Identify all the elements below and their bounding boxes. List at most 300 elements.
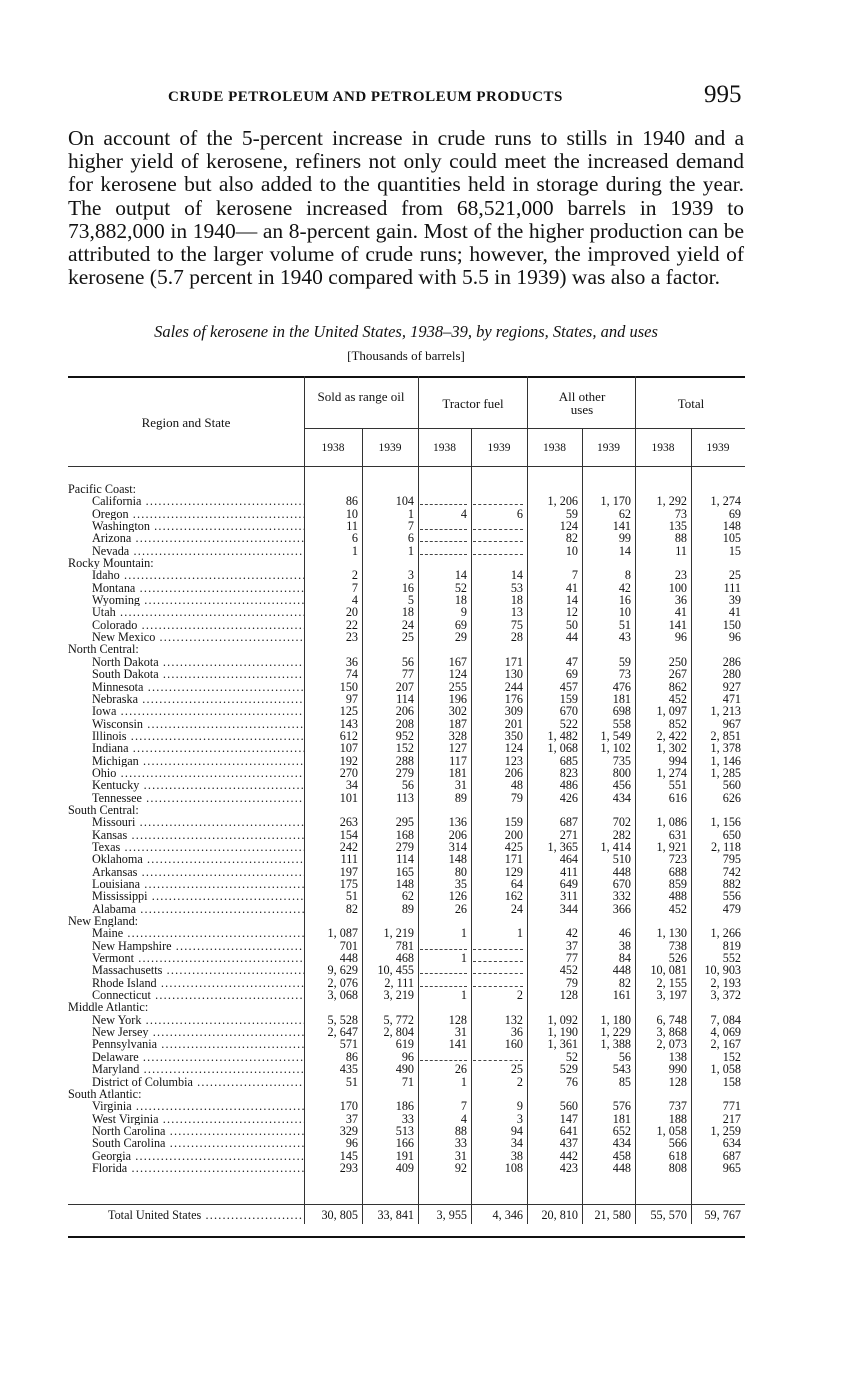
table-cell: 641: [559, 1123, 578, 1138]
table-cell: 29: [454, 630, 467, 645]
state-label: Idaho .....: [92, 569, 304, 581]
table-cell: 77: [565, 951, 578, 966]
table-cell: 314: [448, 839, 467, 854]
table-cell: 5, 528: [327, 1012, 358, 1027]
table-cell: 96: [728, 630, 741, 645]
table-row: [68, 1100, 745, 1112]
table-cell: 1: [351, 543, 358, 558]
table-cell: 4, 069: [710, 1025, 741, 1040]
table-cell: 332: [612, 889, 631, 904]
region-row: [68, 557, 745, 569]
table-cell: 1, 206: [547, 494, 578, 509]
table-cell: 10: [345, 506, 358, 521]
total-cell: 21, 580: [594, 1208, 631, 1222]
running-title: CRUDE PETROLEUM AND PETROLEUM PRODUCTS: [168, 89, 563, 105]
state-label: New Hampshire .....: [92, 940, 304, 952]
table-cell: 448: [612, 963, 631, 978]
table-cell: 16: [401, 580, 414, 595]
table-cell: 159: [559, 691, 578, 706]
table-cell: 452: [559, 963, 578, 978]
table-cell: 1, 259: [710, 1123, 741, 1138]
table-cell: 12: [565, 605, 578, 620]
table-cell: 86: [345, 1049, 358, 1064]
table-cell: 38: [510, 1148, 523, 1163]
table-cell: 14: [618, 543, 631, 558]
table-cell: 10: [565, 543, 578, 558]
table-cell: 293: [339, 1160, 358, 1175]
table-cell: 1: [460, 951, 467, 966]
table-cell: 4: [351, 593, 358, 608]
table-cell: 476: [612, 679, 631, 694]
table-cell: 650: [722, 827, 741, 842]
table-cell: 75: [510, 617, 523, 632]
dash-leader: [473, 497, 523, 505]
table-cell: 3, 868: [656, 1025, 687, 1040]
table-cell: 89: [401, 901, 414, 916]
table-cell: 94: [510, 1123, 523, 1138]
table-cell: 1, 097: [656, 704, 687, 719]
table-cell: 2, 804: [383, 1025, 414, 1040]
table-cell: 10, 903: [704, 963, 741, 978]
table-cell: 200: [504, 827, 523, 842]
table-cell: 522: [559, 716, 578, 731]
table-row: [68, 989, 745, 1001]
table-cell: 62: [618, 506, 631, 521]
table-cell: 649: [559, 877, 578, 891]
table-row: [68, 520, 745, 532]
table-cell: 92: [454, 1160, 467, 1175]
state-label: Mississippi .....: [92, 890, 304, 902]
year-header: 1938: [433, 442, 456, 454]
table-cell: 311: [560, 889, 578, 904]
table-cell: 31: [454, 778, 467, 793]
table-cell: 435: [339, 1062, 358, 1077]
table-cell: 128: [448, 1012, 467, 1027]
table-cell: 73: [618, 667, 631, 682]
table-cell: 255: [448, 679, 467, 694]
dash-leader: [473, 522, 523, 530]
table-cell: 44: [565, 630, 578, 645]
table-cell: 5: [407, 593, 414, 608]
dash-leader: [420, 979, 467, 987]
table-cell: 558: [612, 716, 631, 731]
table-cell: 104: [395, 494, 414, 509]
group-header-tractor-fuel: Tractor fuel: [442, 396, 504, 411]
table-cell: 71: [401, 1074, 414, 1089]
table-cell: 82: [565, 531, 578, 546]
empty-cell-dash: [471, 495, 523, 507]
table-cell: 859: [668, 877, 687, 891]
table-cell: 560: [722, 778, 741, 793]
table-cell: 80: [454, 864, 467, 879]
state-label: Georgia .....: [92, 1150, 304, 1162]
table-cell: 3: [407, 568, 414, 583]
table-cell: 5, 772: [383, 1012, 414, 1027]
table-cell: 13: [510, 605, 523, 620]
state-label: Tennessee .....: [92, 792, 304, 804]
table-cell: 350: [504, 728, 523, 743]
table-cell: 18: [454, 593, 467, 608]
table-cell: 862: [668, 679, 687, 694]
state-label: Massachusetts .....: [92, 964, 304, 976]
group-header-other-uses: All other uses: [558, 389, 606, 417]
region-label: North Central:: [68, 643, 139, 656]
empty-cell-dash: [471, 532, 523, 544]
table-cell: 490: [395, 1062, 414, 1077]
total-cell: 55, 570: [650, 1208, 687, 1222]
table-cell: 59: [618, 654, 631, 669]
table-cell: 735: [612, 753, 631, 768]
table-cell: 31: [454, 1025, 467, 1040]
table-cell: 425: [504, 839, 523, 854]
table-cell: 176: [504, 691, 523, 706]
table-cell: 2, 193: [710, 975, 741, 990]
table-cell: 191: [395, 1148, 414, 1163]
table-cell: 2, 647: [327, 1025, 358, 1040]
table-cell: 1, 292: [656, 494, 687, 509]
table-cell: 99: [618, 531, 631, 546]
table-cell: 56: [618, 1049, 631, 1064]
total-cell: 3, 955: [436, 1208, 467, 1222]
table-cell: 1, 180: [600, 1012, 631, 1027]
state-label: Arkansas .....: [92, 866, 304, 878]
table-cell: 452: [668, 691, 687, 706]
table-cell: 208: [395, 716, 414, 731]
table-cell: 59: [565, 506, 578, 521]
table-cell: 34: [345, 778, 358, 793]
state-label: Alabama .....: [92, 903, 304, 915]
state-label: Florida .....: [92, 1162, 304, 1174]
table-top-rule: [68, 376, 745, 378]
table-cell: 3, 372: [710, 988, 741, 1003]
state-label: Illinois .....: [92, 730, 304, 742]
table-cell: 206: [504, 765, 523, 780]
table-cell: 295: [395, 815, 414, 830]
table-cell: 3, 068: [327, 988, 358, 1003]
table-cell: 1, 213: [710, 704, 741, 719]
state-label: New Mexico .....: [92, 631, 304, 643]
table-cell: 3, 197: [656, 988, 687, 1003]
table-cell: 685: [559, 753, 578, 768]
table-cell: 576: [612, 1099, 631, 1114]
table-cell: 186: [395, 1099, 414, 1114]
table-cell: 181: [612, 1111, 631, 1126]
state-label: Maryland .....: [92, 1063, 304, 1075]
table-cell: 965: [722, 1160, 741, 1175]
table-cell: 244: [504, 679, 523, 694]
table-cell: 529: [559, 1062, 578, 1077]
state-label: Oregon .....: [92, 508, 304, 520]
state-label: Colorado .....: [92, 619, 304, 631]
table-cell: 53: [510, 580, 523, 595]
table-cell: 329: [339, 1123, 358, 1138]
table-cell: 250: [668, 654, 687, 669]
empty-cell-dash: [471, 940, 523, 952]
table-cell: 670: [559, 704, 578, 719]
table-cell: 41: [565, 580, 578, 595]
table-cell: 47: [565, 654, 578, 669]
group-header-range-oil: Sold as range oil: [317, 389, 405, 404]
table-cell: 967: [722, 716, 741, 731]
table-cell: 1: [460, 1074, 467, 1089]
year-header: 1938: [651, 442, 675, 454]
empty-cell-dash: [418, 545, 467, 557]
dash-leader: [420, 966, 467, 974]
table-row: [68, 742, 745, 754]
header-bottom-rule: [68, 466, 745, 467]
empty-cell-dash: [471, 952, 523, 964]
table-cell: 207: [395, 679, 414, 694]
table-cell: 181: [612, 691, 631, 706]
table-cell: 11: [675, 543, 687, 558]
table-cell: 23: [674, 568, 687, 583]
empty-cell-dash: [418, 977, 467, 989]
table-cell: 33: [401, 1111, 414, 1126]
region-label: New England:: [68, 915, 139, 928]
table-cell: 201: [504, 716, 523, 731]
table-cell: 15: [728, 543, 741, 558]
kerosene-sales-table: [68, 376, 745, 1238]
table-cell: 24: [510, 901, 523, 916]
table-cell: 50: [565, 617, 578, 632]
table-cell: 46: [618, 926, 631, 941]
table-cell: 64: [510, 877, 523, 891]
table-cell: 2, 155: [656, 975, 687, 990]
state-label: North Carolina .....: [92, 1125, 304, 1137]
table-cell: 823: [559, 765, 578, 780]
table-row: [68, 792, 745, 804]
table-cell: 566: [668, 1136, 687, 1151]
table-cell: 154: [339, 827, 358, 842]
state-label: Rhode Island .....: [92, 977, 304, 989]
group-header-rule: [304, 428, 745, 429]
table-cell: 143: [339, 716, 358, 731]
table-cell: 7, 084: [710, 1012, 741, 1027]
table-cell: 14: [510, 568, 523, 583]
table-cell: 1, 482: [547, 728, 578, 743]
state-label: Utah .....: [92, 606, 304, 618]
total-cell: 20, 810: [541, 1208, 578, 1222]
table-body: [68, 483, 745, 1174]
state-label: Missouri .....: [92, 816, 304, 828]
table-cell: 471: [722, 691, 741, 706]
table-cell: 510: [612, 852, 631, 867]
dash-leader: [420, 1053, 467, 1061]
table-cell: 141: [668, 617, 687, 632]
table-cell: 409: [395, 1160, 414, 1175]
table-cell: 267: [668, 667, 687, 682]
table-cell: 448: [612, 1160, 631, 1175]
table-cell: 96: [674, 630, 687, 645]
table-row: [68, 681, 745, 693]
table-row: [68, 890, 745, 902]
table-cell: 97: [345, 691, 358, 706]
region-row: [68, 1001, 745, 1013]
table-cell: 25: [510, 1062, 523, 1077]
dash-leader: [473, 1053, 523, 1061]
table-cell: 9: [516, 1099, 523, 1114]
empty-cell-dash: [471, 977, 523, 989]
table-cell: 526: [668, 951, 687, 966]
table-cell: 448: [339, 951, 358, 966]
table-cell: 145: [339, 1148, 358, 1163]
table-cell: 197: [339, 864, 358, 879]
table-cell: 175: [339, 877, 358, 891]
table-cell: 196: [448, 691, 467, 706]
table-cell: 464: [559, 852, 578, 867]
table-cell: 96: [401, 1049, 414, 1064]
table-cell: 124: [448, 667, 467, 682]
table-cell: 2, 118: [710, 839, 741, 854]
table-cell: 701: [339, 938, 358, 953]
table-cell: 1: [460, 926, 467, 941]
table-bottom-rule: [68, 1236, 745, 1238]
table-cell: 1, 130: [656, 926, 687, 941]
table-cell: 22: [345, 617, 358, 632]
table-cell: 2, 073: [656, 1037, 687, 1052]
table-cell: 771: [722, 1099, 741, 1114]
table-cell: 1, 378: [710, 741, 741, 756]
table-cell: 18: [510, 593, 523, 608]
table-cell: 882: [722, 877, 741, 891]
table-cell: 2, 111: [384, 975, 414, 990]
table-cell: 631: [668, 827, 687, 842]
table-cell: 688: [668, 864, 687, 879]
table-row: [68, 1162, 745, 1174]
table-cell: 687: [722, 1148, 741, 1163]
table-cell: 113: [396, 790, 414, 805]
total-cell: 59, 767: [704, 1208, 741, 1222]
table-cell: 1, 068: [547, 741, 578, 756]
table-cell: 737: [668, 1099, 687, 1114]
table-cell: 1, 365: [547, 839, 578, 854]
table-cell: 723: [668, 852, 687, 867]
table-cell: 31: [454, 1148, 467, 1163]
table-cell: 11: [346, 519, 358, 534]
table-row: [68, 903, 745, 915]
table-cell: 852: [668, 716, 687, 731]
table-cell: 1, 219: [383, 926, 414, 941]
table-cell: 89: [454, 790, 467, 805]
table-cell: 25: [401, 630, 414, 645]
table-cell: 34: [510, 1136, 523, 1151]
state-label: Minnesota .....: [92, 681, 304, 693]
table-cell: 434: [612, 790, 631, 805]
table-cell: 488: [668, 889, 687, 904]
table-row: [68, 705, 745, 717]
table-cell: 124: [559, 519, 578, 534]
table-cell: 1, 058: [710, 1062, 741, 1077]
table-cell: 101: [339, 790, 358, 805]
table-cell: 10, 455: [377, 963, 414, 978]
dash-leader: [473, 954, 523, 962]
table-cell: 808: [668, 1160, 687, 1175]
table-cell: 280: [722, 667, 741, 682]
table-cell: 158: [722, 1074, 741, 1089]
table-cell: 551: [668, 778, 687, 793]
region-row: [68, 643, 745, 655]
table-cell: 206: [448, 827, 467, 842]
table-cell: 270: [339, 765, 358, 780]
table-cell: 20: [345, 605, 358, 620]
year-header: 1939: [487, 442, 511, 454]
table-cell: 2: [516, 988, 523, 1003]
table-row: [68, 582, 745, 594]
table-cell: 309: [504, 704, 523, 719]
table-cell: 819: [722, 938, 741, 953]
body-paragraph: On account of the 5-percent increase in crude runs to stills in 1940 and a higher yield of kerosene, refiners not only could meet the increased demand for kerosene but also added to the quantities held in storage during the year. The output of kerosene increased from 68,521,000 barrels in 1939 to 73,882,000 in 1940— an 8-percent gain. Most of the higher production can be attributed to the larger volume of crude runs; however, the improved yield of kerosene (5.7 percent in 1940 compared with 5.5 in 1939) was also a factor.: [68, 126, 744, 290]
total-label: Total United States .....: [108, 1208, 304, 1223]
table-cell: 468: [395, 951, 414, 966]
table-units: [Thousands of barrels]: [347, 348, 465, 363]
table-cell: 51: [345, 889, 358, 904]
table-cell: 170: [339, 1099, 358, 1114]
table-cell: 3, 219: [383, 988, 414, 1003]
group-header-total: Total: [677, 396, 705, 411]
table-cell: 10: [618, 605, 631, 620]
table-cell: 1, 170: [600, 494, 631, 509]
table-cell: 62: [401, 889, 414, 904]
table-cell: 16: [618, 593, 631, 608]
table-row: [68, 964, 745, 976]
table-cell: 1, 361: [547, 1037, 578, 1052]
table-cell: 86: [345, 494, 358, 509]
table-cell: 1, 102: [600, 741, 631, 756]
table-cell: 36: [345, 654, 358, 669]
table-cell: 126: [448, 889, 467, 904]
state-label: Indiana .....: [92, 742, 304, 754]
table-cell: 42: [565, 926, 578, 941]
table-cell: 687: [559, 815, 578, 830]
table-cell: 423: [559, 1160, 578, 1175]
table-cell: 36: [510, 1025, 523, 1040]
dash-leader: [420, 547, 467, 555]
table-cell: 1, 302: [656, 741, 687, 756]
table-cell: 111: [723, 580, 741, 595]
table-cell: 1, 921: [656, 839, 687, 854]
table-cell: 652: [612, 1123, 631, 1138]
table-cell: 135: [668, 519, 687, 534]
table-cell: 7: [407, 519, 414, 534]
empty-cell-dash: [418, 532, 467, 544]
table-cell: 990: [668, 1062, 687, 1077]
table-cell: 279: [395, 839, 414, 854]
table-cell: 148: [395, 877, 414, 891]
table-cell: 138: [668, 1049, 687, 1064]
table-cell: 36: [674, 593, 687, 608]
table-cell: 328: [448, 728, 467, 743]
table-cell: 148: [448, 852, 467, 867]
table-cell: 8: [624, 568, 631, 583]
table-cell: 192: [339, 753, 358, 768]
table-cell: 56: [401, 778, 414, 793]
table-cell: 52: [565, 1049, 578, 1064]
table-cell: 26: [454, 1062, 467, 1077]
table-cell: 619: [395, 1037, 414, 1052]
table-cell: 366: [612, 901, 631, 916]
table-cell: 7: [460, 1099, 467, 1114]
table-cell: 108: [504, 1160, 523, 1175]
table-cell: 187: [448, 716, 467, 731]
table-cell: 1, 058: [656, 1123, 687, 1138]
table-cell: 456: [612, 778, 631, 793]
table-row: [68, 1038, 745, 1050]
table-row: [68, 1137, 745, 1149]
table-cell: 18: [401, 605, 414, 620]
table-cell: 738: [668, 938, 687, 953]
table-cell: 114: [396, 852, 414, 867]
state-label: Vermont .....: [92, 952, 304, 964]
